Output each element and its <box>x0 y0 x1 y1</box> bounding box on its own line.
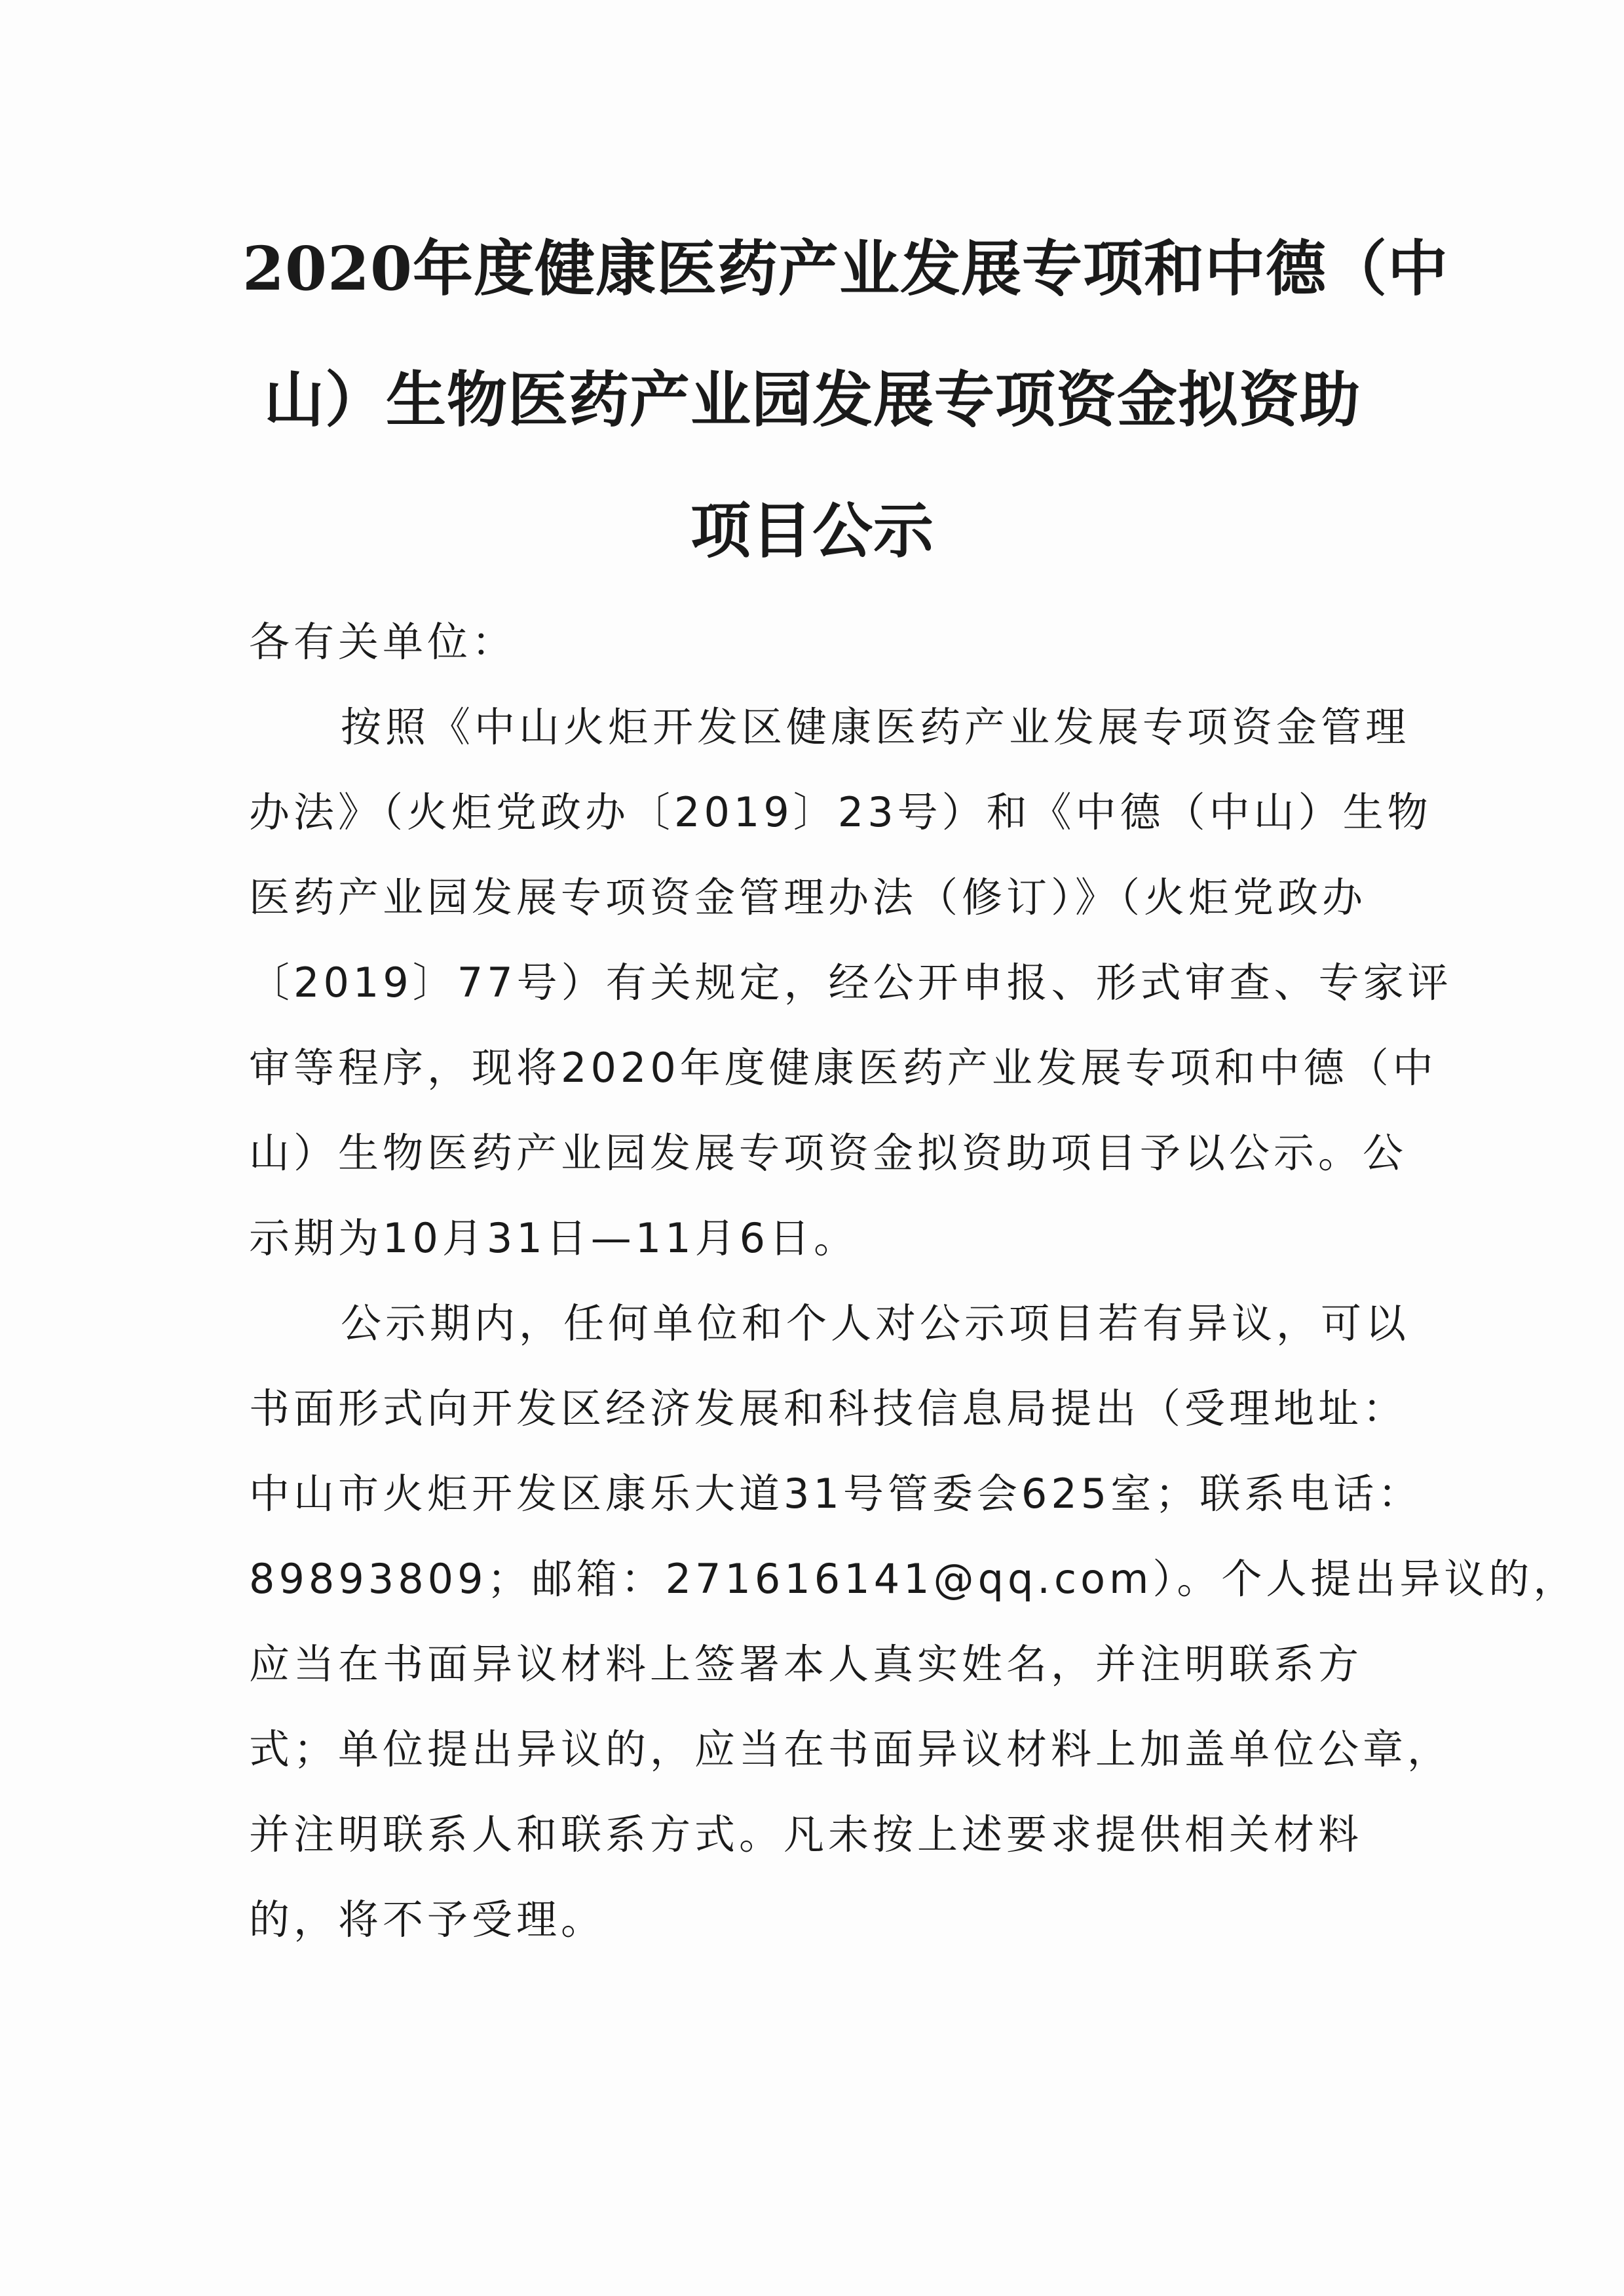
paragraph-line: 医药产业园发展专项资金管理办法（修订）》（火炬党政办 <box>249 873 1367 921</box>
paragraph-line: 〔2019〕77号）有关规定，经公开申报、形式审查、专家评 <box>249 959 1452 1006</box>
paragraph-line: 式；单位提出异议的，应当在书面异议材料上加盖单位公章， <box>249 1725 1452 1773</box>
title-line-2: 山）生物医药产业园发展专项资金拟资助 <box>263 364 1361 435</box>
title-line-1: 2020年度健康医药产业发展专项和中德（中 <box>242 233 1449 304</box>
paragraph-line: 办法》（火炬党政办〔2019〕23号）和《中德（中山）生物 <box>249 788 1432 836</box>
paragraph-line: 示期为10月31日—11月6日。 <box>249 1214 859 1262</box>
paragraph-line: 审等程序，现将2020年度健康医药产业发展专项和中德（中 <box>249 1044 1437 1092</box>
paragraph-line: 的，将不予受理。 <box>249 1896 606 1943</box>
paragraph-objection <box>249 1281 1578 1962</box>
paragraph-line: 公示期内，任何单位和个人对公示项目若有异议，可以 <box>341 1299 1410 1347</box>
paragraph-line: 并注明联系人和联系方式。凡未按上述要求提供相关材料 <box>249 1810 1363 1858</box>
title-line-3: 项目公示 <box>690 495 934 566</box>
salutation: 各有关单位： <box>249 618 517 666</box>
document-title <box>242 203 1449 596</box>
paragraph-line: 89893809；邮箱：271616141@qq.com）。个人提出异议的， <box>249 1555 1578 1603</box>
document-body <box>249 600 1578 1962</box>
paragraph-line: 应当在书面异议材料上签署本人真实姓名，并注明联系方 <box>249 1640 1363 1688</box>
paragraph-line: 按照《中山火炬开发区健康医药产业发展专项资金管理 <box>341 703 1410 751</box>
paragraph-basis <box>249 685 1452 1281</box>
paragraph-line: 中山市火炬开发区康乐大道31号管委会625室；联系电话： <box>249 1470 1423 1518</box>
paragraph-line: 山）生物医药产业园发展专项资金拟资助项目予以公示。公 <box>249 1129 1408 1177</box>
paragraph-line: 书面形式向开发区经济发展和科技信息局提出（受理地址： <box>249 1385 1408 1432</box>
